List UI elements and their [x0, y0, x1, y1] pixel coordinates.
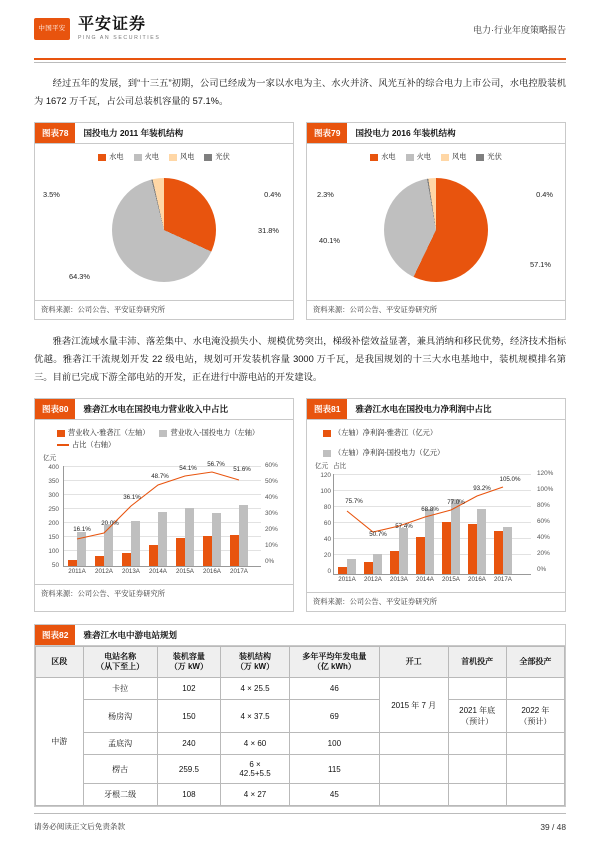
y-tick-left: 350 [48, 478, 59, 486]
figure-80 [34, 398, 294, 612]
cell-start [379, 784, 448, 806]
col-plant-name: 电站名称 （从下至上） [83, 647, 157, 678]
figure-79-pie-wrap [311, 164, 561, 296]
figure-80-titlebar [35, 399, 293, 420]
legend-swatch-hydro [370, 154, 378, 161]
col-capacity: 装机容量 （万 kW） [157, 647, 220, 678]
x-tick: 2013A [122, 568, 140, 576]
figure-81-body [307, 420, 565, 592]
legend-swatch-hydro [98, 154, 106, 161]
plot-area [63, 461, 261, 576]
cell-power: 45 [289, 784, 379, 806]
cell-structure: 6 × 42.5+5.5 [221, 755, 290, 784]
legend-label: 营业收入-雅砻江（左轴） [68, 428, 150, 438]
brand-name-en: PING AN SECURITIES [78, 35, 161, 42]
x-tick: 2014A [416, 576, 434, 584]
y-axis-title-left: 亿元 [43, 455, 57, 463]
legend-ratio-label: 占比 [333, 463, 347, 471]
y-tick-right: 60% [265, 462, 278, 470]
cell-all-units [506, 755, 564, 784]
y-tick-right: 40% [537, 534, 550, 542]
pie-label-wind: 2.3% [317, 190, 334, 200]
ratio-label: 57.4% [395, 523, 413, 531]
legend-swatch-thermal [406, 154, 414, 161]
figure-78-pie-wrap [39, 164, 289, 296]
cell-start [379, 755, 448, 784]
cell-capacity: 240 [157, 733, 220, 755]
cell-all-units [506, 733, 564, 755]
x-tick: 2015A [442, 576, 460, 584]
cell-capacity: 102 [157, 678, 220, 700]
ratio-label: 105.0% [499, 476, 521, 484]
cell-plant-name: 楞古 [83, 755, 157, 784]
legend-swatch-wind [169, 154, 177, 161]
col-label: 区段 [51, 657, 68, 667]
pie-label-hydro: 57.1% [530, 260, 551, 270]
table-row [36, 784, 565, 806]
ratio-label: 75.7% [345, 498, 363, 506]
cell-first-unit [448, 784, 506, 806]
col-section [36, 647, 84, 678]
y-tick-right: 60% [537, 518, 550, 526]
logo-label: 中国平安 [38, 24, 66, 32]
footer-rule [34, 813, 566, 814]
y-tick-left: 100 [320, 488, 331, 496]
cell-structure: 4 × 25.5 [221, 678, 290, 700]
cell-plant-name: 卡拉 [83, 678, 157, 700]
y-tick-left: 0 [327, 568, 331, 576]
table-row [36, 755, 565, 784]
x-tick: 2017A [230, 568, 248, 576]
plant-plan-table [35, 646, 565, 806]
y-tick-left: 50 [51, 562, 59, 570]
ratio-line [334, 474, 531, 574]
legend-item [98, 152, 123, 162]
legend-label: 光伏 [487, 152, 502, 162]
table-row [36, 733, 565, 755]
y-tick-right: 40% [265, 494, 278, 502]
y-tick-left: 120 [320, 472, 331, 480]
pie-chart-2011 [112, 178, 216, 282]
figure-78-titlebar [35, 123, 293, 144]
brand-text [78, 17, 160, 42]
y-tick-right: 20% [265, 526, 278, 534]
ratio-label: 77.0% [447, 499, 465, 507]
cell-structure: 4 × 60 [221, 733, 290, 755]
figure-81-name: 雅砻江水电在国投电力净利润中占比 [355, 404, 492, 415]
cell-power: 115 [289, 755, 379, 784]
x-tick: 2011A [338, 576, 356, 584]
col-structure: 装机结构 （万 kW） [221, 647, 290, 678]
table-row [36, 678, 565, 700]
ratio-label: 16.1% [73, 526, 91, 534]
legend-label: （左轴）净利润-国投电力（亿元） [334, 448, 445, 458]
y-tick-left: 80 [323, 504, 331, 512]
legend-swatch-ylj-profit [323, 430, 331, 437]
figure-78-tag: 图表78 [35, 123, 75, 143]
ratio-label: 93.2% [473, 485, 491, 493]
figure-81 [306, 398, 566, 612]
legend-label: 水电 [109, 152, 124, 162]
legend-label: 占比（右轴） [72, 440, 116, 450]
legend-swatch-solar [204, 154, 212, 161]
legend-item [169, 152, 194, 162]
figure-79-name: 国投电力 2016 年装机结构 [355, 128, 456, 139]
figure-80-body [35, 420, 293, 584]
cell-first-unit [448, 678, 506, 700]
legend-item [204, 152, 229, 162]
x-tick: 2014A [149, 568, 167, 576]
figure-81-legend [311, 428, 561, 458]
legend-item [323, 448, 444, 458]
paragraph-2: 雅砻江流域水量丰沛、落差集中、水电淹没损失小、规模优势突出，梯级补偿效益显著，兼具消纳和移民优势，经济技术指标优越。雅砻江干流规划开发 22 级电站，规划可开发装机容量 3000 万千瓦，是我国规划的十三大水电基地中，装机规模排名第三。目前已完成下游全部电站的开发，正在进行中游电站的开发建设。 [34, 336, 566, 383]
y-tick-left: 100 [48, 548, 59, 556]
ratio-label: 20.0% [101, 520, 119, 528]
col-label: 首机投产 [461, 657, 494, 667]
x-tick: 2016A [468, 576, 486, 584]
pie-label-solar: 0.4% [536, 190, 553, 200]
legend-item [159, 428, 259, 438]
figure-82 [34, 624, 566, 807]
figure-79 [306, 122, 566, 320]
brand-name-cn: 平安证券 [78, 15, 147, 33]
cell-section: 中游 [36, 678, 84, 806]
figure-row-pies [34, 122, 566, 320]
header-rule-thin [34, 62, 566, 63]
figure-row-combos [34, 398, 566, 612]
y-tick-right: 0% [265, 558, 275, 566]
legend-swatch-gt-profit [323, 450, 331, 457]
x-tick: 2013A [390, 576, 408, 584]
cell-first-unit: 2021 年底 （预计） [448, 700, 506, 733]
legend-label: 火电 [144, 152, 159, 162]
legend-swatch-gt-revenue [159, 430, 167, 437]
legend-item [57, 440, 115, 450]
figure-80-name: 雅砻江水电在国投电力营业收入中占比 [83, 404, 228, 415]
figure-79-legend [311, 152, 561, 162]
legend-item [441, 152, 466, 162]
pie-label-thermal: 64.3% [69, 272, 90, 282]
figure-79-body [307, 144, 565, 300]
col-label: 全部投产 [519, 657, 552, 667]
header-rule [34, 58, 566, 60]
cell-all-units [506, 784, 564, 806]
legend-label: （左轴）净利润-雅砻江（亿元） [334, 428, 438, 438]
figure-80-tag: 图表80 [35, 399, 75, 419]
legend-item [134, 152, 159, 162]
figure-82-name: 雅砻江水电中游电站规划 [83, 630, 177, 641]
y-tick-right: 80% [537, 502, 550, 510]
col-first-unit [448, 647, 506, 678]
y-tick-left: 150 [48, 534, 59, 542]
cell-start [379, 733, 448, 755]
figure-78-body [35, 144, 293, 300]
brand [34, 17, 160, 42]
legend-swatch-ratio [57, 444, 69, 446]
figure-80-legend-2 [39, 440, 289, 450]
legend-label: 风电 [180, 152, 195, 162]
cell-start: 2015 年 7 月 [379, 678, 448, 733]
cell-first-unit [448, 755, 506, 784]
ratio-label: 54.1% [179, 465, 197, 473]
legend-swatch-solar [476, 154, 484, 161]
figure-80-source: 资料来源：公司公告、平安证券研究所 [35, 584, 293, 603]
plot-area [333, 474, 531, 584]
cell-capacity: 108 [157, 784, 220, 806]
col-label: 开工 [405, 657, 422, 667]
cell-plant-name: 牙根二级 [83, 784, 157, 806]
y-tick-right: 30% [265, 510, 278, 518]
ratio-label: 48.7% [151, 473, 169, 481]
legend-item [406, 152, 431, 162]
cell-power: 69 [289, 700, 379, 733]
cell-power: 46 [289, 678, 379, 700]
x-tick: 2012A [95, 568, 113, 576]
y-tick-left: 300 [48, 492, 59, 500]
legend-item [476, 152, 501, 162]
figure-79-titlebar [307, 123, 565, 144]
y-tick-left: 400 [48, 464, 59, 472]
x-tick: 2017A [494, 576, 512, 584]
y-tick-right: 120% [537, 470, 554, 478]
y-tick-left: 60 [323, 520, 331, 528]
legend-swatch-wind [441, 154, 449, 161]
cell-all-units [506, 678, 564, 700]
legend-label: 火电 [416, 152, 431, 162]
legend-label: 营业收入-国投电力（左轴） [170, 428, 260, 438]
document-label: 电力·行业年度策略报告 [473, 24, 566, 35]
legend-label: 光伏 [215, 152, 230, 162]
ratio-label: 36.1% [123, 494, 141, 502]
cell-plant-name: 杨房沟 [83, 700, 157, 733]
page-number: 39 / 48 [540, 822, 566, 832]
x-tick: 2015A [176, 568, 194, 576]
figure-78-source: 资料来源：公司公告、平安证券研究所 [35, 300, 293, 319]
figure-81-source: 资料来源：公司公告、平安证券研究所 [307, 592, 565, 611]
table-header-row [36, 647, 565, 678]
figure-78-legend [39, 152, 289, 162]
legend-item [323, 428, 437, 438]
y-tick-left: 40 [323, 536, 331, 544]
table-row [36, 700, 565, 733]
cell-structure: 4 × 37.5 [221, 700, 290, 733]
y-axis-title-left: 亿元 [315, 463, 329, 471]
legend-swatch-thermal [134, 154, 142, 161]
footer-disclaimer: 请务必阅读正文后免责条款 [34, 822, 126, 831]
ratio-label: 68.8% [421, 506, 439, 514]
ratio-label: 51.6% [233, 466, 251, 474]
pie-label-wind: 3.5% [43, 190, 60, 200]
y-tick-left: 250 [48, 506, 59, 514]
y-tick-right: 0% [537, 566, 547, 574]
y-tick-left: 20 [323, 552, 331, 560]
figure-80-chart [39, 452, 289, 580]
pie-label-thermal: 40.1% [319, 236, 340, 246]
paragraph-1: 经过五年的发展，到“十三五”初期，公司已经成为一家以水电为主、水火并济、风光互补的综合电力上市公司，水电控股装机为 1672 万千瓦，占公司总装机容量的 57.1%。 [34, 78, 566, 107]
figure-81-titlebar [307, 399, 565, 420]
col-power: 多年平均年发电量 （亿 kWh） [289, 647, 379, 678]
figure-78 [34, 122, 294, 320]
figure-79-tag: 图表79 [307, 123, 347, 143]
y-tick-right: 20% [537, 550, 550, 558]
cell-power: 100 [289, 733, 379, 755]
cell-structure: 4 × 27 [221, 784, 290, 806]
figure-81-tag: 图表81 [307, 399, 347, 419]
y-tick-right: 10% [265, 542, 278, 550]
figure-80-legend [39, 428, 289, 438]
cell-capacity: 150 [157, 700, 220, 733]
figure-81-chart [311, 460, 561, 588]
page-header [34, 0, 566, 58]
cell-first-unit [448, 733, 506, 755]
col-all-units [506, 647, 564, 678]
ratio-label: 50.7% [369, 531, 387, 539]
legend-swatch-ylj-revenue [57, 430, 65, 437]
ratio-line [64, 466, 261, 566]
legend-label: 风电 [452, 152, 467, 162]
legend-item [57, 428, 149, 438]
figure-78-name: 国投电力 2011 年装机结构 [83, 128, 184, 139]
x-tick: 2011A [68, 568, 86, 576]
figure-79-source: 资料来源：公司公告、平安证券研究所 [307, 300, 565, 319]
page-footer [34, 821, 566, 832]
pie-label-hydro: 31.8% [258, 226, 279, 236]
y-tick-left: 200 [48, 520, 59, 528]
pie-chart-2016 [384, 178, 488, 282]
col-start [379, 647, 448, 678]
x-tick: 2016A [203, 568, 221, 576]
y-tick-right: 50% [265, 478, 278, 486]
legend-item [370, 152, 395, 162]
cell-all-units: 2022 年 （预计） [506, 700, 564, 733]
ratio-label: 56.7% [207, 461, 225, 469]
cell-capacity: 259.5 [157, 755, 220, 784]
pie-label-solar: 0.4% [264, 190, 281, 200]
figure-82-titlebar [35, 625, 565, 646]
legend-label: 水电 [381, 152, 396, 162]
y-tick-right: 100% [537, 486, 554, 494]
x-tick: 2012A [364, 576, 382, 584]
pingan-logo-icon [34, 18, 70, 40]
figure-82-tag: 图表82 [35, 625, 75, 645]
cell-plant-name: 孟底沟 [83, 733, 157, 755]
